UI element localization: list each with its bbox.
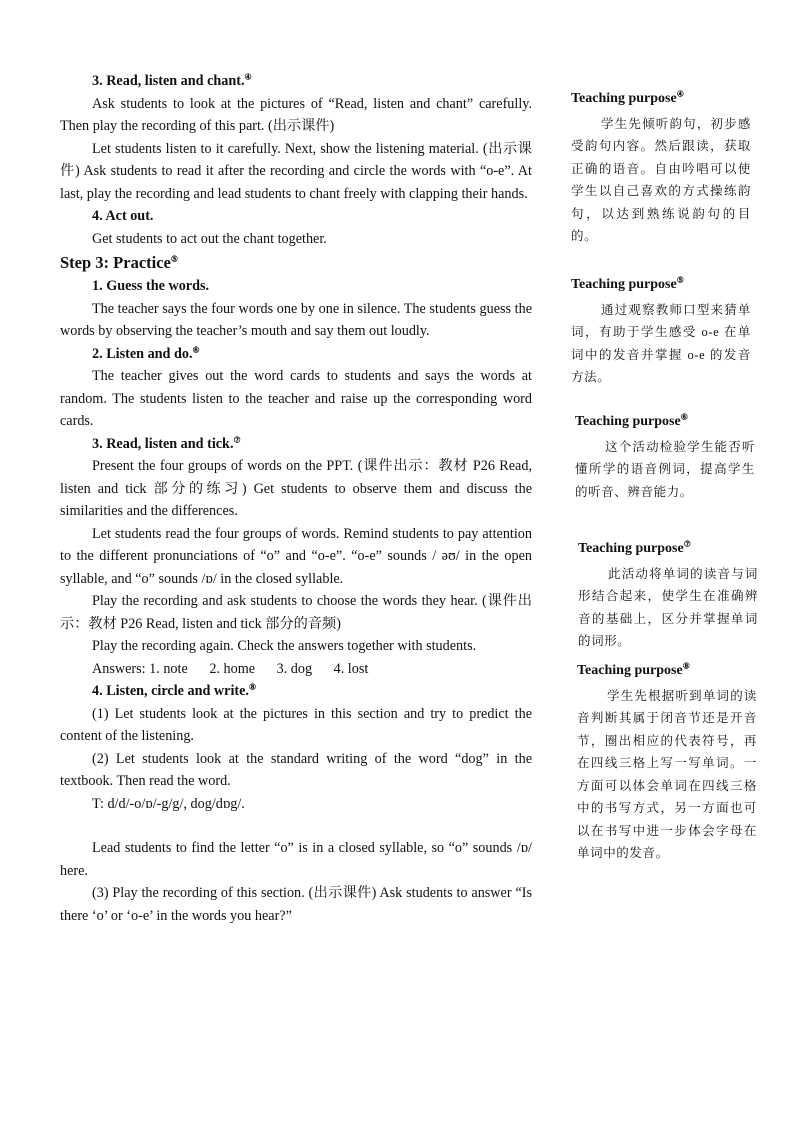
note-mark-6: ⑥ — [680, 412, 688, 422]
answer-item: 3. dog — [276, 660, 313, 677]
paragraph: (1) Let students look at the pictures in this section and try to predict the content of the listening. — [60, 705, 532, 744]
side-note-text: 通过观察教师口型来猜单词，有助于学生感受 o-e 在单词中的发音并掌握 o-e 的发音方法。 — [571, 302, 751, 384]
note-mark-8: ⑧ — [682, 661, 690, 671]
paragraph: Ask students to look at the pictures of “Read, listen and chant” carefully. Then play the recording of this part. (出示课件) — [60, 95, 532, 134]
phonics-line: T: d/d/-o/ɒ/-g/g/, dog/dɒg/. — [92, 795, 245, 812]
side-note-text: 学生先倾听韵句，初步感受韵句内容。然后跟读，获取正确的语音。自由吟唱可以使学生以自己喜欢的方式操练韵句，以达到熟练说韵句的目的。 — [571, 116, 751, 243]
paragraph: Get students to act out the chant together. — [92, 230, 327, 247]
paragraph: The teacher gives out the word cards to students and says the words at random. The students listen to the teacher and raise up the corresponding word cards. — [60, 368, 532, 429]
side-note-text: 这个活动检验学生能否听懂所学的语音例词，提高学生的听音、辨音能力。 — [575, 439, 755, 499]
paragraph: Let students read the four groups of words. Remind students to pay attention to the different pronunciations of “o” and “o-e”. “o-e” sounds / əʊ/ in the open syllable, and “o” sounds /ɒ/ in the closed syllable. — [60, 525, 532, 587]
blank-line — [60, 815, 532, 837]
note-mark-4: ④ — [676, 89, 684, 99]
side-note-8 — [577, 660, 757, 865]
paragraph: (3) Play the recording of this section. (出示课件) Ask students to answer “Is there ‘o’ or ‘o-e’ in the words you hear?” — [60, 885, 532, 924]
section-heading-read-listen-tick: 3. Read, listen and tick.⑦ — [92, 434, 241, 452]
note-mark-5: ⑤ — [676, 275, 684, 285]
paragraph: Play the recording again. Check the answers together with students. — [92, 638, 477, 654]
paragraph: Let students listen to it carefully. Next, show the listening material. (出示课件) Ask students to read it after the recording and circle the words with “o-e”. At last, play the recording and lead students to chant freely with clapping their hands. — [60, 140, 532, 202]
teaching-purpose-label: Teaching purpose⑦ — [578, 539, 691, 556]
note-mark-6: ⑥ — [192, 344, 200, 354]
answer-item: Answers: 1. note — [92, 660, 188, 677]
teaching-purpose-label: Teaching purpose⑧ — [577, 661, 690, 678]
teaching-purpose-label: Teaching purpose⑥ — [575, 412, 688, 429]
side-note-4 — [571, 88, 751, 248]
note-mark-4: ④ — [244, 72, 252, 82]
answer-item: 2. home — [209, 660, 256, 677]
side-note-5 — [571, 274, 751, 389]
teaching-purpose-label: Teaching purpose⑤ — [571, 275, 684, 292]
side-note-7 — [578, 538, 758, 653]
answer-item: 4. lost — [333, 660, 369, 677]
lesson-main-column — [60, 70, 532, 927]
note-mark-8: ⑧ — [248, 682, 257, 692]
note-mark-7: ⑦ — [233, 434, 241, 444]
paragraph: (2) Let students look at the standard writing of the word “dog” in the textbook. Then read the word. — [60, 750, 532, 789]
step-heading-practice: Step 3: Practice⑤ — [60, 253, 179, 272]
section-heading-listen-circle-write: 4. Listen, circle and write.⑧ — [92, 682, 257, 699]
paragraph: Play the recording and ask students to choose the words they hear. (课件出示：教材 P26 Read, listen and tick 部分的音频) — [60, 593, 532, 632]
section-heading-listen-do: 2. Listen and do.⑥ — [92, 344, 200, 362]
paragraph: Present the four groups of words on the PPT. (课件出示：教材 P26 Read, listen and tick 部分的练习) Get students to observe them and discuss the similarities and the differences. — [60, 458, 532, 519]
section-heading-act-out: 4. Act out. — [92, 208, 154, 224]
teaching-purpose-label: Teaching purpose④ — [571, 89, 684, 106]
note-mark-5: ⑤ — [170, 254, 179, 264]
section-heading-read-listen-chant: 3. Read, listen and chant.④ — [92, 72, 252, 89]
answers-line — [60, 658, 532, 681]
paragraph: The teacher says the four words one by one in silence. The students guess the words by observing the teacher’s mouth and say them out loudly. — [60, 300, 532, 339]
paragraph: Lead students to find the letter “o” is in a closed syllable, so “o” sounds /ɒ/ here. — [60, 840, 532, 879]
side-note-text: 此活动将单词的读音与词形结合起来，使学生在准确辨音的基础上，区分并掌握单词的词形。 — [578, 566, 758, 648]
note-mark-7: ⑦ — [683, 539, 691, 549]
side-note-text: 学生先根据听到单词的读音判断其属于闭音节还是开音节，圈出相应的代表符号，再在四线三格上写一写单词。一方面可以体会单词在四线三格中的书写方式，另一方面也可以在书写中进一步体会字母在单词中的发音。 — [577, 688, 757, 860]
section-heading-guess-words: 1. Guess the words. — [92, 278, 210, 294]
side-note-6 — [575, 411, 755, 503]
